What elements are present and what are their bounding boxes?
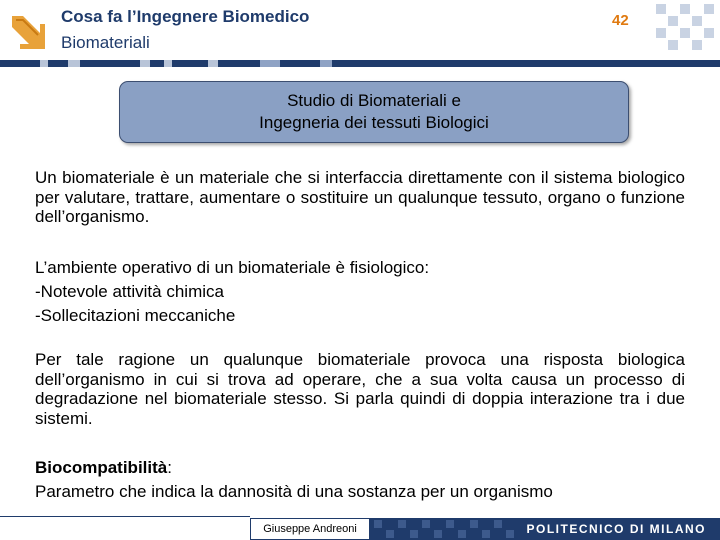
paragraph-interaction: Per tale ragione un qualunque biomateriale provoca una risposta biologica dell’organismo in cui si trova ad operare, che a sua volta causa un processo di degradazione nel biomateriale stesso. Si parla quindi di doppia interazione tra i due sistemi. bbox=[35, 350, 685, 428]
section-heading-box bbox=[119, 81, 629, 143]
section-heading-line2: Ingegneria dei tessuti Biologici bbox=[259, 113, 489, 132]
paragraph-environment bbox=[35, 256, 685, 328]
biocompatibility-term-line bbox=[35, 456, 685, 480]
institution-logo-text: POLITECNICO DI MILANO bbox=[526, 522, 706, 536]
footer-divider bbox=[0, 516, 250, 517]
section-heading-line1: Studio di Biomateriali e bbox=[287, 91, 461, 110]
arrow-logo-icon bbox=[8, 12, 46, 50]
page-number: 42 bbox=[612, 12, 629, 29]
footer-pattern bbox=[370, 518, 540, 540]
footer-author: Giuseppe Andreoni bbox=[250, 518, 370, 540]
environment-item-chemical: -Notevole attività chimica bbox=[35, 282, 224, 301]
biocompatibility-definition: Parametro che indica la dannosità di una sostanza per un organismo bbox=[35, 482, 553, 501]
term-colon: : bbox=[167, 458, 172, 477]
paragraph-definition: Un biomateriale è un materiale che si interfaccia direttamente con il sistema biologico per valutare, trattare, aumentare o sostituire un qualunque tessuto, organo o funzione dell’organismo. bbox=[35, 168, 685, 226]
header-divider bbox=[0, 60, 720, 67]
environment-intro: L’ambiente operativo di un biomateriale è fisiologico: bbox=[35, 258, 430, 277]
biocompatibility-term: Biocompatibilità bbox=[35, 458, 168, 477]
header-subtitle: Biomateriali bbox=[61, 33, 150, 52]
header-title: Cosa fa l’Ingegnere Biomedico bbox=[61, 7, 310, 26]
paragraph-biocompatibility bbox=[35, 456, 685, 504]
header-pattern bbox=[650, 0, 720, 56]
environment-item-mechanical: -Sollecitazioni meccaniche bbox=[35, 306, 236, 325]
